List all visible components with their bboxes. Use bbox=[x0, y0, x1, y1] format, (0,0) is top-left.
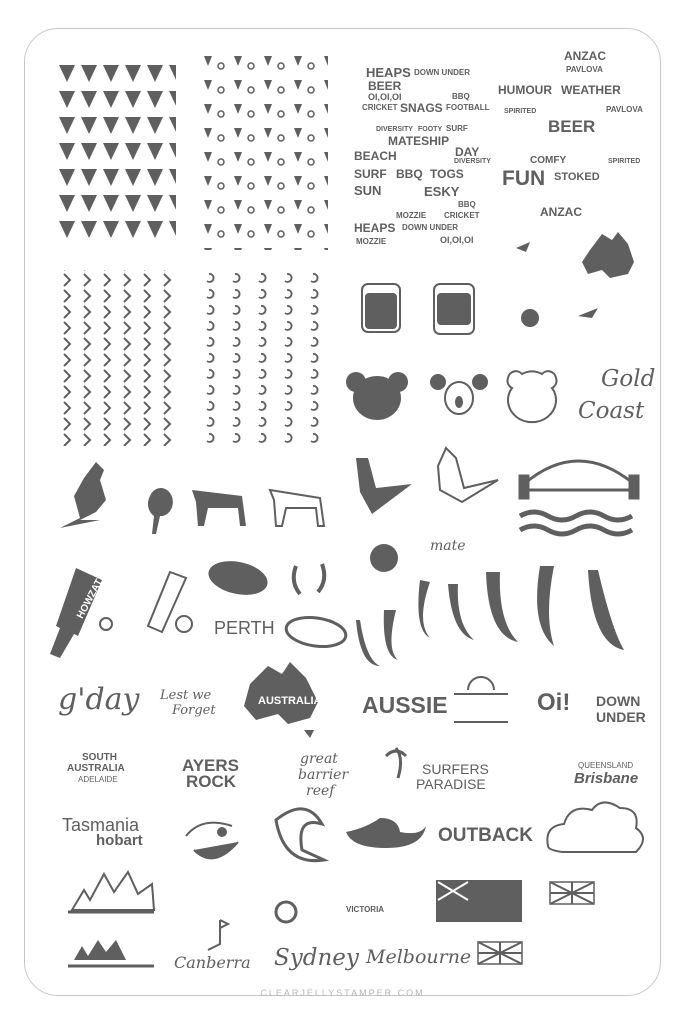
stamp-word: OI,OI,OI bbox=[440, 235, 474, 245]
stamp-word: BBQ bbox=[452, 92, 470, 101]
stamp-word: AUSTRALIA bbox=[258, 695, 322, 707]
stamp-word: AUSTRALIA bbox=[67, 763, 125, 774]
stamp-word: Melbourne bbox=[366, 946, 472, 968]
stamp-word: COMFY bbox=[530, 155, 567, 166]
stamp-word: HUMOUR bbox=[498, 83, 552, 97]
stamp-word: Sydney bbox=[274, 945, 359, 971]
bird-wing-icon bbox=[356, 458, 412, 514]
stamp-word: DOWN UNDER bbox=[414, 68, 470, 77]
stamp-word: BEACH bbox=[354, 149, 397, 163]
surfer-icon bbox=[186, 823, 238, 859]
stamp-word: ADELAIDE bbox=[78, 775, 118, 784]
vegemite-icon bbox=[521, 309, 539, 327]
stamp-word: AUSSIE bbox=[362, 692, 448, 718]
stamp-word: reef bbox=[306, 783, 335, 799]
stamp-word: BBQ bbox=[396, 167, 423, 181]
emu-icon bbox=[148, 488, 173, 534]
stamp-word: SUN bbox=[354, 183, 382, 198]
stamp-word: BBQ bbox=[458, 200, 476, 209]
wattle-flower-icon bbox=[370, 544, 398, 572]
football-icon bbox=[205, 556, 270, 600]
dingo-icon bbox=[192, 490, 246, 526]
stamp-word: FOOTY bbox=[418, 126, 443, 133]
swirl-pattern bbox=[198, 268, 330, 448]
stamp-word: HOWZAT bbox=[75, 577, 106, 621]
palm-tree-icon bbox=[386, 748, 406, 778]
footer-url: CLEARJELLYSTAMPER.COM bbox=[260, 988, 425, 998]
koala-icon bbox=[346, 371, 557, 422]
stamp-word: OUTBACK bbox=[438, 825, 533, 846]
akubra-hat-icon bbox=[346, 818, 426, 848]
stamp-word: SURF bbox=[354, 167, 387, 181]
stamp-word: CRICKET bbox=[362, 103, 398, 112]
dingo-icon bbox=[270, 490, 324, 526]
stamp-word: DOWN bbox=[596, 693, 641, 709]
stamp-word: UNDER bbox=[596, 709, 646, 725]
stamp-word: VICTORIA bbox=[346, 905, 385, 914]
stamp-word: SPIRITED bbox=[504, 108, 537, 115]
stamp-word: PARADISE bbox=[416, 776, 486, 792]
stamp-word: MOZZIE bbox=[396, 211, 427, 220]
stamp-word: PAVLOVA bbox=[566, 65, 603, 74]
stamp-word: Gold bbox=[601, 366, 656, 392]
australia-map-icon bbox=[244, 662, 318, 724]
stamp-word: MOZZIE bbox=[356, 237, 387, 246]
jar-icon bbox=[362, 284, 474, 334]
stamp-word: BEER bbox=[368, 79, 402, 93]
stamp-word: WEATHER bbox=[561, 83, 621, 97]
stamp-word: FUN bbox=[502, 167, 546, 190]
stamp-word: Brisbane bbox=[574, 770, 639, 787]
stamp-word: PERTH bbox=[214, 618, 275, 638]
wave-icon bbox=[276, 809, 324, 861]
harbour-bridge-icon bbox=[520, 461, 638, 534]
stamp-word: DIVERSITY bbox=[376, 126, 413, 133]
stamp-word: BEER bbox=[548, 117, 596, 136]
stamp-word: Canberra bbox=[174, 953, 251, 972]
stamp-word: ANZAC bbox=[564, 49, 606, 63]
stamp-word: CRICKET bbox=[444, 211, 480, 220]
stamp-word: Forget bbox=[172, 703, 216, 718]
stamp-word: barrier bbox=[298, 767, 349, 783]
opera-house-icon bbox=[72, 872, 154, 910]
stamp-word: SURFERS bbox=[422, 761, 489, 777]
stamp-word: OI,OI,OI bbox=[368, 92, 402, 102]
stamp-word: Coast bbox=[578, 398, 645, 424]
stamp-word: ROCK bbox=[186, 772, 237, 791]
stamp-word: Lest we bbox=[160, 688, 212, 703]
cricket-bat-icon bbox=[148, 572, 186, 632]
stamp-word: TOGS bbox=[430, 167, 464, 181]
boomerang-icon bbox=[356, 566, 624, 666]
stamp-word: MATESHIP bbox=[388, 134, 450, 148]
stamp-word: AYERS bbox=[182, 756, 240, 775]
stamp-word: DOWN UNDER bbox=[402, 223, 458, 232]
stamp-word: SNAGS bbox=[400, 101, 443, 115]
australia-map-icon bbox=[582, 232, 634, 278]
stamp-word: hobart bbox=[96, 832, 143, 849]
stamp-word: Oi! bbox=[537, 689, 571, 716]
bird-icon bbox=[578, 308, 598, 318]
stamp-word: ESKY bbox=[424, 184, 460, 199]
stamp-word: HEAPS bbox=[354, 221, 396, 235]
parliament-flag-icon bbox=[208, 920, 228, 950]
stamp-word: SPIRITED bbox=[608, 158, 641, 165]
cloud-icon bbox=[547, 802, 643, 852]
stamp-word: ANZAC bbox=[540, 205, 582, 219]
stamp-word: DAY bbox=[455, 145, 480, 159]
triangle-swirl-pattern bbox=[196, 50, 328, 250]
mountains-icon bbox=[74, 940, 126, 960]
stamp-word: HEAPS bbox=[366, 65, 411, 80]
stamp-word: SURF bbox=[446, 124, 468, 133]
stamp-word: mate bbox=[430, 538, 466, 554]
football-icon bbox=[284, 614, 347, 650]
bird-icon bbox=[516, 242, 530, 252]
stamp-word: STOKED bbox=[554, 171, 600, 183]
stamp-word: g'day bbox=[58, 682, 140, 717]
cockatoo-icon bbox=[438, 448, 498, 502]
stamp-word: DIVERSITY bbox=[454, 158, 491, 165]
stamp-word: FOOTBALL bbox=[446, 103, 490, 112]
stamp-word: QUEENSLAND bbox=[578, 761, 634, 770]
stamp-word: PAVLOVA bbox=[606, 105, 643, 114]
zigzag-pattern bbox=[56, 270, 180, 446]
kangaroo-icon bbox=[60, 462, 106, 528]
sun-icon bbox=[276, 902, 296, 922]
stamp-word: great bbox=[300, 751, 338, 767]
stamp-word: SOUTH bbox=[82, 752, 117, 763]
frame-icon bbox=[454, 677, 508, 722]
triangle-pattern bbox=[56, 62, 176, 244]
stamp-word: Tasmania bbox=[62, 815, 140, 835]
